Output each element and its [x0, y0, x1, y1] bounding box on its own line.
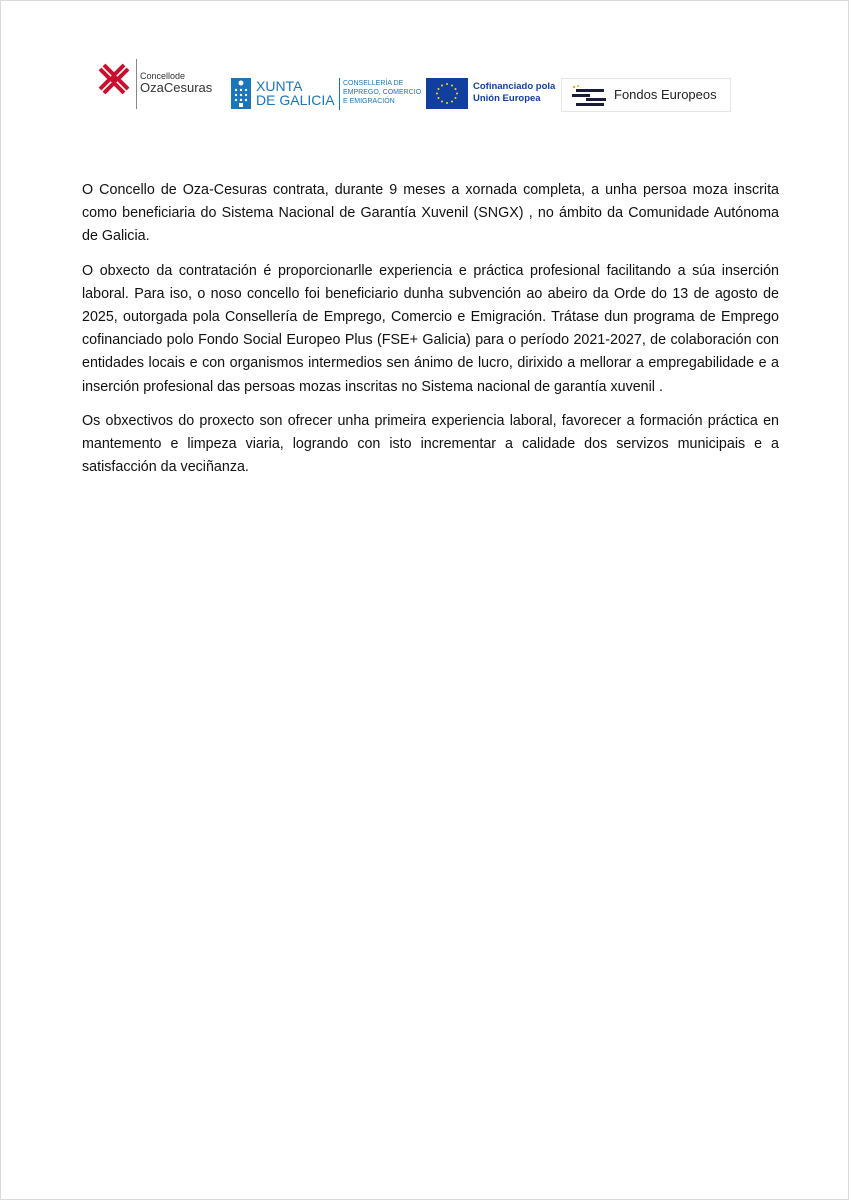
xunta-emblem-icon [231, 78, 251, 109]
eu-line-2: Unión Europea [473, 93, 541, 104]
conselleria-line-3: E EMIGRACIÓN [343, 98, 395, 105]
fondos-europeos-text: Fondos Europeos [614, 87, 717, 102]
xunta-separator [339, 78, 340, 110]
fondos-europeos-logo [561, 78, 731, 112]
xunta-line-1: XUNTA [256, 78, 303, 94]
paragraph-contract: O Concello de Oza-Cesuras contrata, durante 9 meses a xornada completa, a unha persoa moza inscrita como beneficiaria do Sistema Nacional de Garantía Xuvenil (SNGX) , no ámbito da Comunidade Autónoma de Galicia. [82, 182, 779, 245]
eu-cofinanced-logo [426, 78, 561, 110]
eu-cofinanced-text [473, 81, 555, 105]
conselleria-name [343, 79, 421, 106]
xunta-name [256, 79, 335, 107]
eu-flag-icon [426, 78, 468, 109]
conselleria-line-1: CONSELLERÍA DE [343, 80, 404, 87]
oza-logo-small-text: Concellode [140, 71, 186, 81]
oza-cesuras-emblem-icon [96, 61, 132, 97]
logo-divider [136, 59, 137, 109]
eu-line-1: Cofinanciado pola [473, 81, 556, 92]
paragraph-objectives: Os obxectivos do proxecto son ofrecer unha primeira experiencia laboral, favorecer a formación práctica en mantemento e limpeza viaria, logrando con isto incrementar a calidade dos servizos municipais e a satisfacción da veciñanza. [82, 412, 779, 476]
xunta-logo [231, 78, 426, 110]
logo-header [96, 59, 736, 111]
paragraph-purpose: O obxecto da contratación é proporcionarlle experiencia e práctica profesional facilitando a súa inserción laboral. Para iso, o noso concello foi beneficiario dunha subvención ao abeiro da Orde do 13 de agosto de 2025, outorgada pola Consellería de Emprego, Comercio e Emigración. Trátase dun programa de Emprego cofinanciado polo Fondo Social Europeo Plus (FSE+ Galicia) para o período 2021-2027, de colaboración con entidades locais e con organismos intermedios sen ánimo de lucro, dirixido a mellorar a empregabilidade e a inserción profesional das persoas mozas inscritas no Sistema nacional de garantía xuvenil . [82, 262, 779, 395]
oza-logo-name: OzaCesuras [140, 80, 213, 95]
xunta-line-2: DE GALICIA [256, 92, 335, 108]
fondos-europeos-emblem-icon [572, 85, 606, 107]
document-body [82, 179, 779, 490]
conselleria-line-2: EMPREGO, COMERCIO [343, 89, 422, 96]
